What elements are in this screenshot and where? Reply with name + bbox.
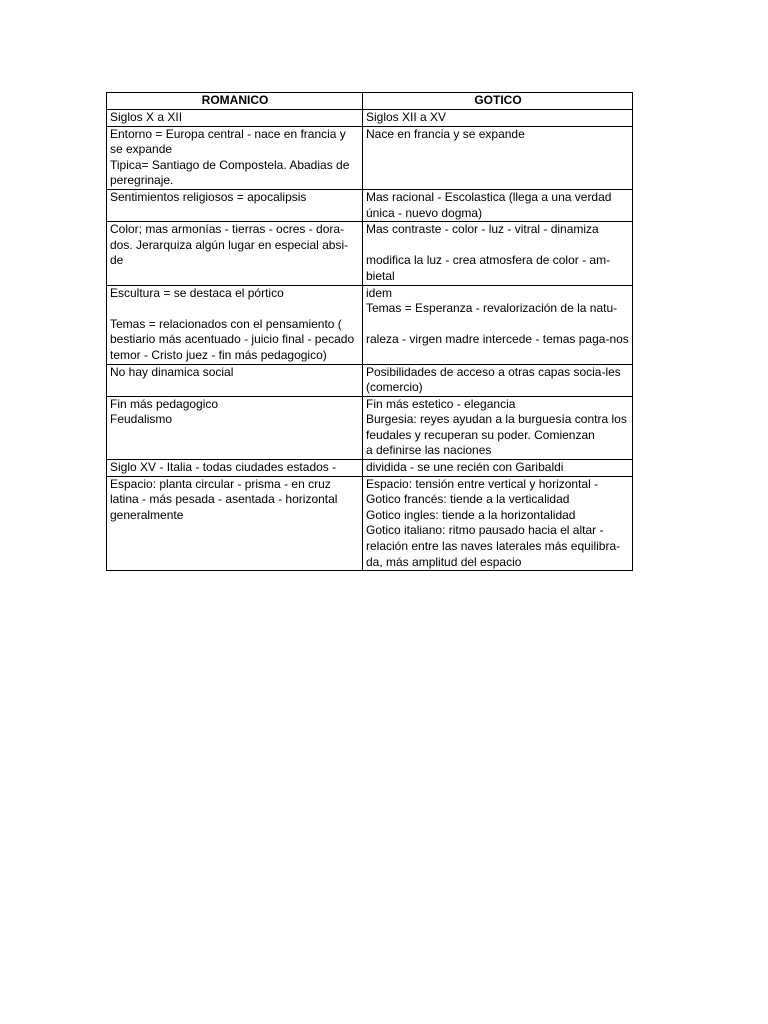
cell-text-line: Temas = Esperanza - revalorización de la natu- bbox=[366, 301, 618, 316]
gotico-cell bbox=[363, 189, 633, 221]
cell-text-line: de bbox=[110, 253, 124, 268]
cell-text-line: idem bbox=[366, 285, 393, 300]
table-row bbox=[107, 110, 633, 127]
romanico-cell bbox=[107, 476, 363, 571]
cell-text-line: Escultura = se destaca el pórtico bbox=[110, 285, 284, 300]
cell-text-line: Fin más estetico - elegancia bbox=[366, 396, 516, 411]
cell-text-line: temor - Cristo juez - fin más pedagogico) bbox=[110, 347, 327, 362]
column-header-romanico: ROMANICO bbox=[107, 93, 363, 110]
romanico-cell bbox=[107, 285, 363, 364]
cell-text-line: Siglos X a XII bbox=[110, 110, 183, 124]
cell-text-line: Mas racional - Escolastica (llega a una verdad única - nuevo dogma) bbox=[366, 189, 612, 220]
romanico-cell bbox=[107, 126, 363, 189]
comparison-table bbox=[106, 92, 633, 571]
gotico-cell bbox=[363, 222, 633, 285]
gotico-cell bbox=[363, 110, 633, 127]
cell-text-line: Nace en francia y se expande bbox=[366, 126, 525, 141]
cell-text-line: modifica la luz - crea atmosfera de color - am-bietal bbox=[366, 253, 611, 283]
cell-text-line: No hay dinamica social bbox=[110, 364, 234, 379]
cell-text-line: Espacio: planta circular - prisma - en cruz bbox=[110, 476, 331, 491]
romanico-cell bbox=[107, 189, 363, 221]
table-row bbox=[107, 285, 633, 364]
romanico-cell bbox=[107, 460, 363, 477]
cell-text-line: generalmente bbox=[110, 507, 184, 522]
gotico-cell bbox=[363, 396, 633, 459]
cell-text-line: Burgesia: reyes ayudan a la burguesía contra los feudales y recuperan su poder. Comienzan bbox=[366, 412, 627, 442]
table-row bbox=[107, 126, 633, 189]
romanico-cell bbox=[107, 110, 363, 127]
gotico-cell bbox=[363, 460, 633, 477]
cell-text-line: Mas contraste - color - luz - vitral - dinamiza bbox=[366, 222, 599, 237]
table-row bbox=[107, 460, 633, 477]
cell-text-line bbox=[110, 301, 360, 317]
table-header-row bbox=[107, 93, 633, 110]
cell-text-line: Fin más pedagogico bbox=[110, 396, 219, 411]
cell-text-line: a definirse las naciones bbox=[366, 443, 492, 458]
cell-text-line: Feudalismo bbox=[110, 412, 173, 427]
cell-text-line: Posibilidades de acceso a otras capas socia-les (comercio) bbox=[366, 364, 621, 395]
table-row bbox=[107, 222, 633, 285]
cell-text-line: Gotico ingles: tiende a la horizontalidad bbox=[366, 507, 576, 522]
romanico-cell bbox=[107, 222, 363, 285]
gotico-cell bbox=[363, 364, 633, 396]
cell-text-line: Siglos XII a XV bbox=[366, 110, 447, 124]
table-row bbox=[107, 189, 633, 221]
gotico-cell bbox=[363, 476, 633, 571]
table-row bbox=[107, 396, 633, 459]
cell-text-line: Sentimientos religiosos = apocalipsis bbox=[110, 189, 307, 204]
cell-text-line: peregrinaje. bbox=[110, 173, 174, 188]
cell-text-line: Tipica= Santiago de Compostela. Abadias de bbox=[110, 157, 350, 172]
romanico-cell bbox=[107, 364, 363, 396]
cell-text-line: Gotico francés: tiende a la verticalidad bbox=[366, 492, 570, 507]
cell-text-line: Temas = relacionados con el pensamiento ( bestiario más acentuado - juicio final - pecado bbox=[110, 316, 355, 347]
cell-text-line: Espacio: tensión entre vertical y horizontal - bbox=[366, 476, 599, 491]
cell-text-line: Entorno = Europa central - nace en francia y se expande bbox=[110, 126, 346, 157]
cell-text-line bbox=[366, 238, 630, 254]
gotico-cell bbox=[363, 285, 633, 364]
table-row bbox=[107, 476, 633, 571]
cell-text-line: Color; mas armonías - tierras - ocres - dora-dos. Jerarquiza algún lugar en especial absi- bbox=[110, 222, 349, 252]
table-row bbox=[107, 364, 633, 396]
cell-text-line: da, más amplitud del espacio bbox=[366, 554, 522, 569]
cell-text-line: Siglo XV - Italia - todas ciudades estados - bbox=[110, 460, 337, 475]
cell-text-line: dividida - se une recién con Garibaldi bbox=[366, 460, 564, 475]
gotico-cell bbox=[363, 126, 633, 189]
cell-text-line bbox=[366, 317, 630, 333]
cell-text-line: Gotico italiano: ritmo pausado hacia el altar - relación entre las naves laterales más equilibra- bbox=[366, 523, 621, 554]
table-body bbox=[107, 110, 633, 571]
cell-text-line: latina - más pesada - asentada - horizontal bbox=[110, 492, 338, 507]
column-header-gotico: GOTICO bbox=[363, 93, 633, 110]
cell-text-line: raleza - virgen madre intercede - temas paga-nos bbox=[366, 332, 629, 347]
romanico-cell bbox=[107, 396, 363, 459]
